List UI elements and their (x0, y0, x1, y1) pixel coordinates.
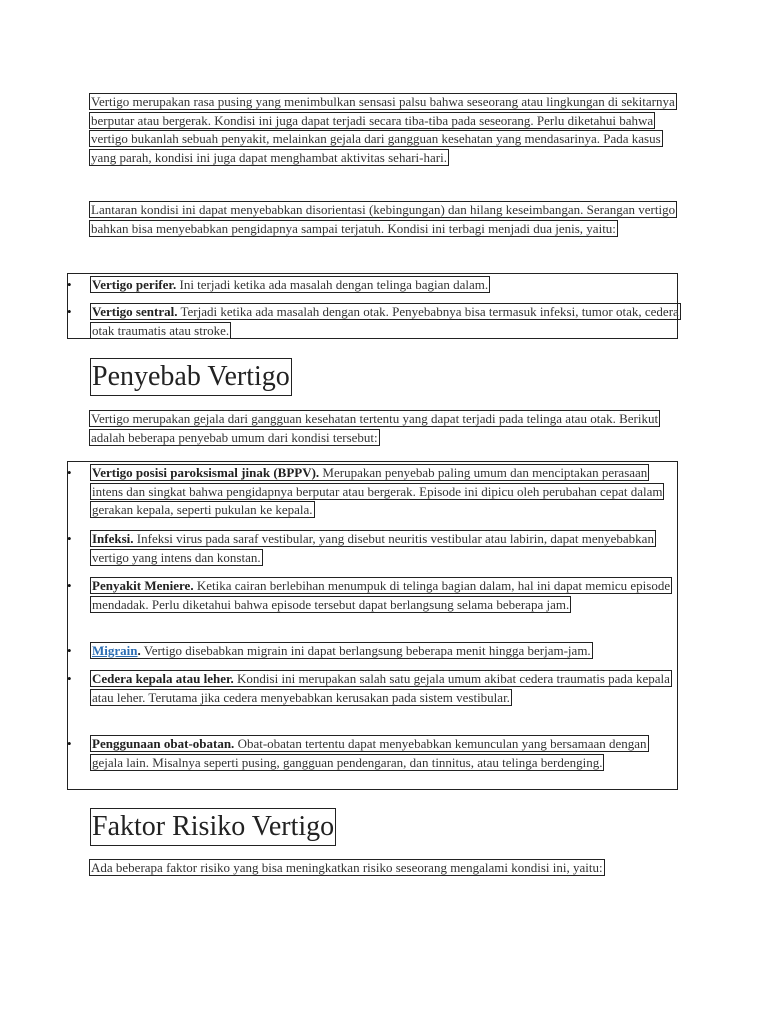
list-item: • Penyakit Meniere. Ketika cairan berlebihan menumpuk di telinga bagian dalam, hal ini dapat memicu episode mendadak. Perlu diketahui bahwa episode tersebut dapat berlangsung selama beberapa jam. (67, 578, 671, 612)
heading-faktor-risiko: Faktor Risiko Vertigo (90, 808, 336, 846)
heading-penyebab: Penyebab Vertigo (90, 358, 292, 396)
bullet-icon: • (67, 277, 72, 292)
risk-intro-paragraph: Ada beberapa faktor risiko yang bisa meningkatkan risiko seseorang mengalami kondisi ini, yaitu: (91, 860, 603, 875)
list-item: • Infeksi. Infeksi virus pada saraf vestibular, yang disebut neuritis vestibular atau labirin, dapat menyebabkan vertigo yang intens dan konstan. (67, 531, 654, 565)
bullet-icon: • (67, 736, 72, 751)
list-item: • Penggunaan obat-obatan. Obat-obatan tertentu dapat menyebabkan kemunculan yang bersamaan dengan gejala lain. Misalnya seperti pusing, gangguan pendengaran, dan tinnitus, atau telinga berdenging. (67, 736, 647, 770)
list-item: • Migrain. Vertigo disebabkan migrain ini dapat berlangsung beberapa menit hingga berjam-jam. (91, 642, 679, 661)
migrain-link[interactable]: Migrain (92, 643, 138, 658)
bullet-icon: • (67, 304, 72, 319)
intro-paragraph-2: Lantaran kondisi ini dapat menyebabkan disorientasi (kebingungan) dan hilang keseimbangan. Serangan vertigo bahkan bisa menyebabkan pengidapnya sampai terjatuh. Kondisi ini terbagi menjadi dua jenis, yaitu: (91, 202, 676, 236)
causes-intro-paragraph: Vertigo merupakan gejala dari gangguan kesehatan tertentu yang dapat terjadi pada telinga atau otak. Berikut adalah beberapa penyebab umum dari kondisi tersebut: (91, 411, 659, 445)
bullet-icon: • (67, 578, 72, 593)
causes-list (67, 461, 678, 790)
bullet-icon: • (67, 671, 72, 686)
bullet-icon: • (67, 465, 72, 480)
list-item: • Cedera kepala atau leher. Kondisi ini merupakan salah satu gejala umum akibat cedera traumatis pada kepala atau leher. Terutama jika cedera menyebabkan kerusakan pada sistem vestibular. (67, 671, 670, 705)
intro-paragraph-1: Vertigo merupakan rasa pusing yang menimbulkan sensasi palsu bahwa seseorang atau lingkungan di sekitarnya berputar atau bergerak. Kondisi ini juga dapat terjadi secara tiba-tiba pada seseorang. Perlu diketahui bahwa vertigo bukanlah sebuah penyakit, melainkan gejala dari gangguan kesehatan yang mendasarinya. Pada kasus yang parah, kondisi ini juga dapat menghambat aktivitas sehari-hari. (91, 94, 675, 165)
vertigo-types-list (67, 273, 678, 339)
list-item: • Vertigo sentral. Terjadi ketika ada masalah dengan otak. Penyebabnya bisa termasuk infeksi, tumor otak, cedera otak traumatis atau stroke. (67, 304, 679, 338)
bullet-icon: • (67, 531, 72, 546)
list-item: • Vertigo posisi paroksismal jinak (BPPV). Merupakan penyebab paling umum dan menciptakan perasaan intens dan singkat bahwa pengidapnya berputar atau bergerak. Episode ini dipicu oleh perubahan cepat dalam gerakan kepala, seperti pukulan ke kepala. (67, 465, 663, 517)
list-item: • Vertigo perifer. Ini terjadi ketika ada masalah dengan telinga bagian dalam. (91, 276, 679, 295)
bullet-icon: • (67, 643, 72, 658)
